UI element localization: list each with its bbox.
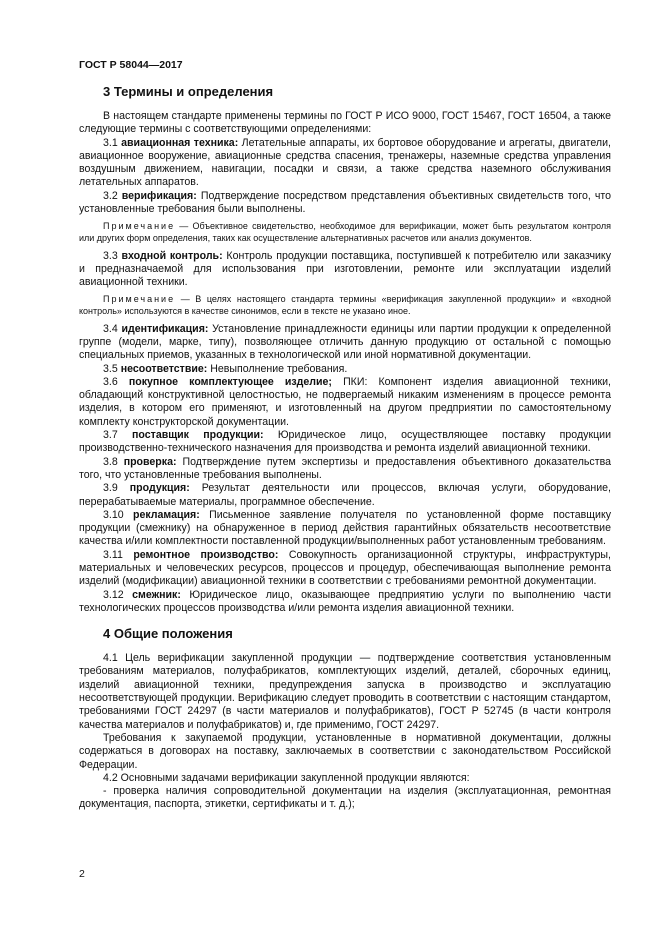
- term-3-2: [79, 190, 611, 217]
- term-definition: Юридическое лицо, оказывающее предприятию услуги по выполнению части технологических процессов производства и/или ремонта изделия авиационной техники.: [79, 588, 611, 614]
- term-3-1: [79, 137, 611, 190]
- term-name: входной контроль:: [121, 249, 223, 262]
- term-3-5: [79, 363, 611, 376]
- term-definition: Летательные аппараты, их бортовое оборудование и агрегаты, двигатели, авиационное вооружение, авиационные средства спасения, тренажеры, наземные средства управления воздушным движением, навигации, посадки и связи, а также средства наземного обслуживания летательных аппаратов.: [79, 136, 611, 189]
- term-3-7: [79, 429, 611, 456]
- document-body: [79, 84, 611, 812]
- section-3-title: 3 Термины и определения: [103, 84, 274, 99]
- section-3-intro: В настоящем стандарте применены термины по ГОСТ Р ИСО 9000, ГОСТ 15467, ГОСТ 16504, а также следующие термины с соответствующими определениями:: [79, 110, 611, 136]
- term-number: 3.5: [103, 362, 118, 375]
- note-label: Примечание: [103, 221, 176, 232]
- term-3-11: [79, 549, 611, 589]
- term-definition: Результат деятельности или процессов, включая услуги, оборудование, перерабатываемые материалы, программное обеспечение.: [79, 482, 611, 508]
- note-text: — В целях настоящего стандарта термины «верификация закупленной продукции» и «входной контроль» используются в качестве синонимов, если в тексте не указано иное.: [79, 294, 611, 317]
- clause-4-2-item: - проверка наличия сопроводительной документации на изделия (эксплуатационная, ремонтная документация, паспорта, этикетки, сертификаты и т. д.);: [79, 785, 611, 811]
- term-definition: Совокупность организационной структуры, инфраструктуры, материальных и человеческих ресурсов, процессов и процедур, обеспечивающая выполнение ремонта изделий (модификации) авиационной техники в соответствии с требованиями ремонтной документации.: [79, 548, 611, 588]
- note-text: — Объективное свидетельство, необходимое для верификации, может быть результатом контроля или других форм определения, таких как осуществление альтернативных расчетов или анализ документов.: [79, 221, 611, 243]
- term-definition: Подтверждение посредством представления объективных свидетельств того, что установленные требования были выполнены.: [79, 189, 611, 216]
- note-1: [79, 221, 611, 244]
- term-name: проверка:: [123, 455, 177, 468]
- term-name: покупное комплектующее изделие;: [128, 375, 332, 388]
- note-2: [79, 294, 611, 317]
- term-name: верификация:: [121, 189, 197, 202]
- term-3-9: [79, 482, 611, 509]
- term-definition: Невыполнение требования.: [210, 362, 348, 375]
- term-number: 3.1: [103, 136, 118, 149]
- clause-4-1: 4.1 Цель верификации закупленной продукции — подтверждение соответствия установленным требованиям материалов, полуфабрикатов, комплектующих изделий, деталей, сборочных единиц, изделий авиационной техники, предупреждения запуска в производство и эксплуатацию несоответствующей продукции. Верификацию следует проводить в соответствии с настоящим стандартом, требованиями ГОСТ 24297 (в части материалов и полуфабрикатов), ГОСТ Р 52745 (в части контроля качества материалов и полуфабрикатов) и, где применимо, ГОСТ 24297.: [79, 652, 611, 731]
- term-name: смежник:: [132, 588, 181, 601]
- term-3-4: [79, 323, 611, 363]
- term-3-6: [79, 376, 611, 429]
- section-4-title: 4 Общие положения: [103, 626, 233, 642]
- term-definition: Установление принадлежности единицы или партии продукции к определенной группе (модели, марке, типу), позволяющее отличить данную продукцию от остальной с помощью специальных приемов, указанных в технологической или иной нормативной документации.: [79, 322, 611, 362]
- term-number: 3.4: [103, 322, 118, 335]
- term-number: 3.11: [103, 548, 123, 561]
- term-definition: Контроль продукции поставщика, поступившей к потребителю или заказчику и предназначаемой для использования при изготовлении, ремонте или эксплуатации изделий авиационной техники.: [79, 249, 611, 289]
- term-number: 3.12: [103, 588, 124, 601]
- term-name: продукция:: [129, 482, 190, 495]
- term-number: 3.7: [103, 429, 118, 442]
- term-definition: Юридическое лицо, осуществляющее поставку продукции производственно-технического назначения для производства и ремонта изделий авиационной техники.: [79, 429, 611, 455]
- term-number: 3.9: [103, 482, 118, 495]
- term-3-8: [79, 456, 611, 483]
- term-name: несоответствие:: [120, 362, 208, 375]
- term-definition: ПКИ: Компонент изделия авиационной техники, обладающий конструктивной целостностью, не подвергаемый никаким изменениям в процессе ремонта изделия, в котором его применяют, и изготовленный на другом предприятии по самостоятельному комплекту конструкторской документации.: [79, 375, 611, 428]
- term-3-3: [79, 250, 611, 290]
- term-number: 3.8: [103, 455, 118, 468]
- clause-4-2: 4.2 Основными задачами верификации закупленной продукции являются:: [103, 771, 470, 784]
- term-number: 3.6: [103, 375, 118, 388]
- term-name: рекламация:: [132, 508, 200, 521]
- term-name: ремонтное производство:: [133, 548, 279, 561]
- term-number: 3.10: [103, 508, 124, 521]
- clause-4-1-requirements: Требования к закупаемой продукции, установленные в нормативной документации, должны содержаться в договорах на поставку, заключаемых в соответствии с законодательством Российской Федерации.: [79, 731, 611, 771]
- page-number: 2: [79, 868, 85, 880]
- term-name: авиационная техника:: [121, 136, 239, 149]
- note-label: Примечание: [103, 294, 176, 305]
- term-name: идентификация:: [121, 322, 209, 335]
- term-3-10: [79, 509, 611, 549]
- term-definition: Подтверждение путем экспертизы и предоставления объективного доказательства того, что установленные требования выполнены.: [79, 455, 611, 481]
- term-definition: Письменное заявление получателя по установленной форме поставщику продукции (смежнику) на обнаруженное в период действия гарантийных обязательств несоответствие качества и/или комплектности поставленной продукции/выполненных работ установленным требованиям.: [79, 508, 611, 548]
- term-name: поставщик продукции:: [132, 429, 264, 442]
- term-number: 3.3: [103, 249, 118, 262]
- document-header: ГОСТ Р 58044—2017: [79, 59, 183, 71]
- term-3-12: [79, 589, 611, 616]
- term-number: 3.2: [103, 189, 118, 202]
